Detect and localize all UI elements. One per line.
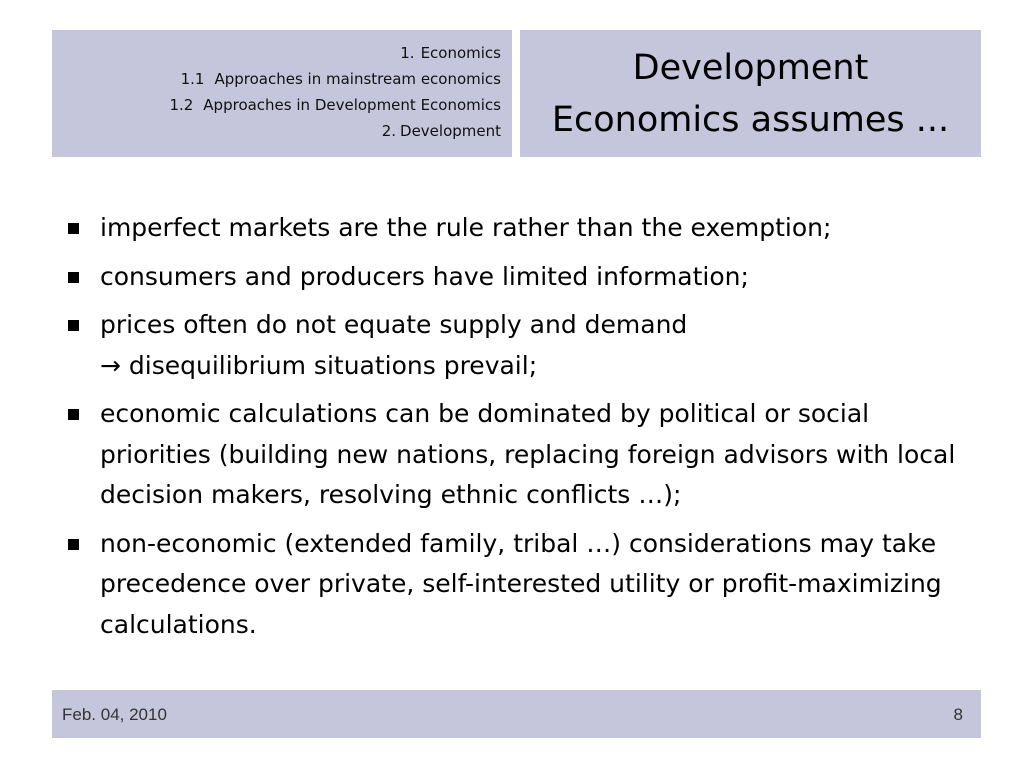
- nav-item-label: Approaches in mainstream economics: [214, 70, 501, 88]
- nav-item-label: Economics: [420, 44, 501, 62]
- nav-item-development-approaches[interactable]: [52, 92, 501, 118]
- slide-title-panel: [520, 30, 981, 157]
- bullet-text: consumers and producers have limited information;: [100, 261, 749, 291]
- bullet-text: economic calculations can be dominated by political or social priorities (building new nations, replacing foreign advisors with local decision makers, resolving ethnic conflicts …);: [100, 399, 956, 509]
- bullet-text: imperfect markets are the rule rather than the exemption;: [100, 213, 832, 242]
- nav-item-number: 2.: [381, 122, 397, 140]
- nav-item-development[interactable]: [52, 118, 501, 144]
- nav-item-number: 1.: [400, 44, 415, 62]
- slide-title-line-2: Economics assumes ...: [551, 99, 950, 140]
- bullet-item: [66, 524, 966, 646]
- square-bullet-icon: [68, 539, 79, 550]
- bullet-item: [66, 257, 966, 298]
- nav-item-number: 1.1: [180, 70, 205, 88]
- bullet-item: [66, 394, 966, 516]
- square-bullet-icon: [68, 223, 79, 234]
- nav-item-label: Approaches in Development Economics: [203, 96, 501, 114]
- bullet-text: prices often do not equate supply and demand: [100, 310, 688, 339]
- bullet-item: [66, 305, 966, 386]
- square-bullet-icon: [68, 320, 79, 331]
- bullet-continuation-text: disequilibrium situations prevail;: [128, 350, 538, 380]
- nav-item-number: 1.2: [169, 96, 194, 114]
- bullet-item: [66, 208, 966, 249]
- section-navigation: [52, 30, 512, 157]
- nav-item-mainstream-approaches[interactable]: [52, 66, 501, 92]
- square-bullet-icon: [68, 272, 79, 283]
- square-bullet-icon: [68, 409, 79, 420]
- page-number: 8: [953, 705, 963, 724]
- bullet-list: [66, 208, 966, 653]
- bullet-text: non-economic (extended family, tribal …) considerations may take precedence over private, self-interested utility or profit-maximizing calculations.: [100, 528, 942, 639]
- nav-item-economics[interactable]: [52, 40, 501, 66]
- footer-date: Feb. 04, 2010: [62, 705, 167, 724]
- slide-footer: [52, 690, 981, 738]
- nav-item-label: Development: [400, 122, 501, 140]
- slide-title: [552, 42, 949, 146]
- slide-title-line-1: Development: [632, 47, 869, 88]
- right-arrow-icon: →: [100, 350, 121, 380]
